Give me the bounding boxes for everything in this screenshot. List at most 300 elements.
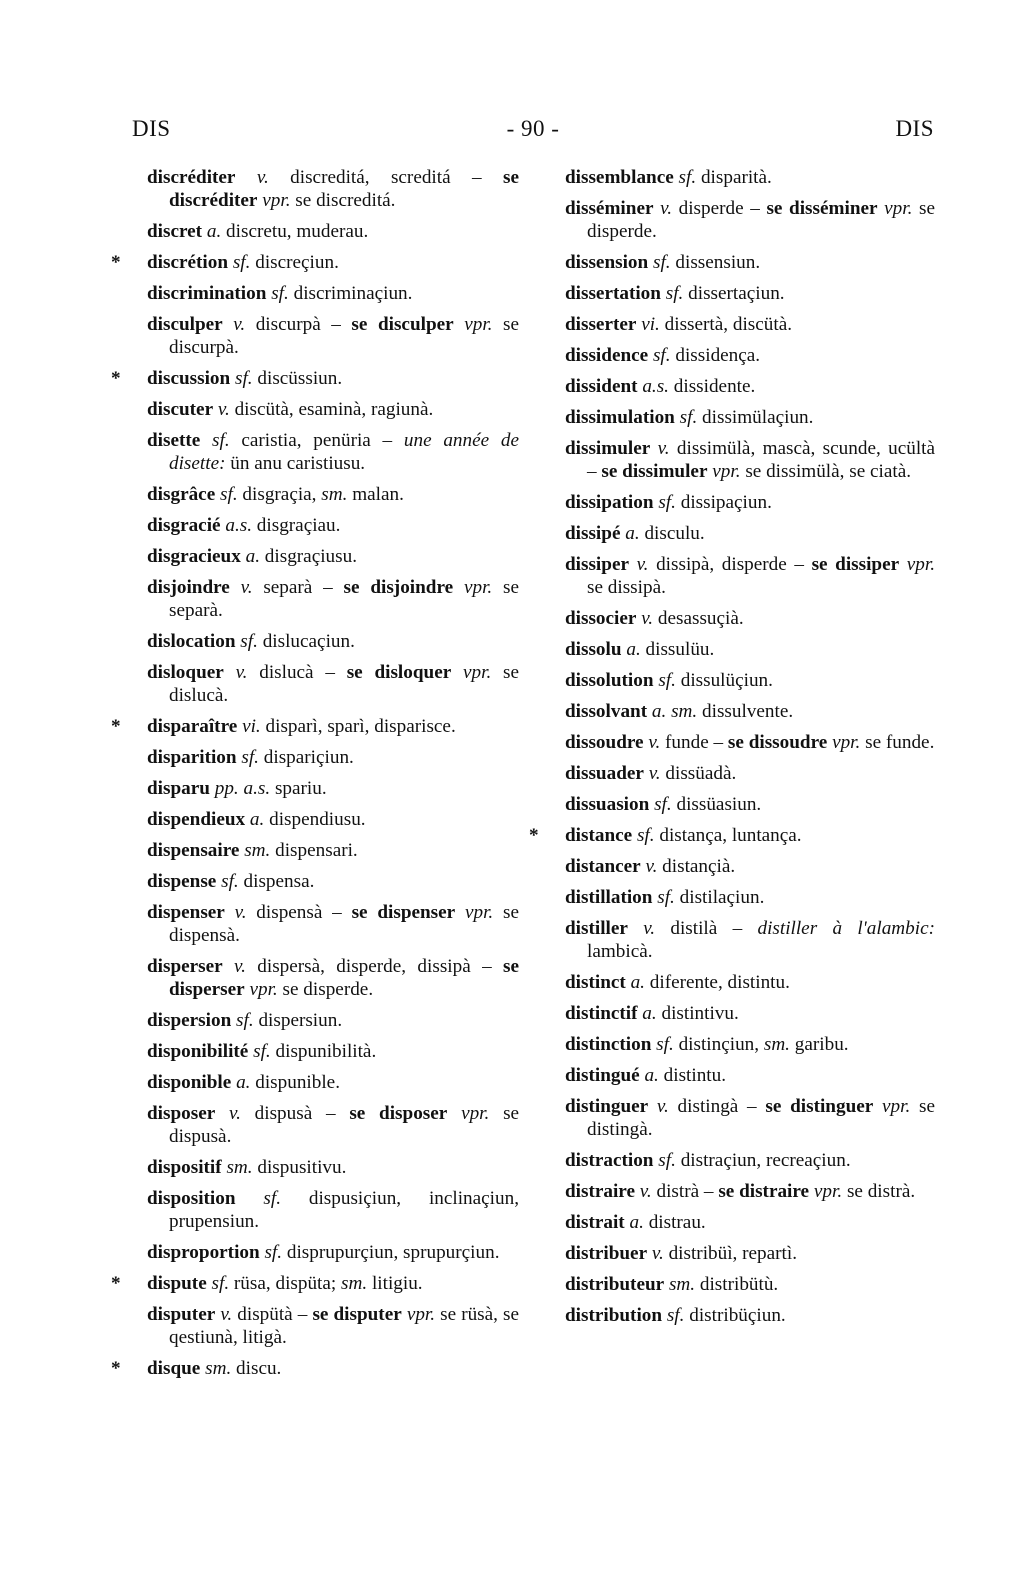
headword: disponible	[147, 1072, 232, 1093]
dictionary-entry	[565, 1033, 935, 1056]
definition-text: disgraçiau.	[252, 515, 341, 536]
grammar-label: a.	[249, 809, 265, 830]
headword: se distinguer	[765, 1096, 874, 1117]
grammar-label: sf.	[264, 1242, 283, 1263]
definition-text: distilaçiun.	[674, 887, 765, 908]
grammar-label: sm.	[205, 1358, 232, 1379]
definition-text: dissensiun.	[670, 252, 761, 273]
asterisk-marker: *	[111, 716, 121, 737]
headword: dissolu	[565, 639, 622, 660]
definition-text: dissulvente.	[697, 701, 794, 722]
headword: dissimulation	[565, 407, 675, 428]
definition-text: desassuçià.	[653, 608, 744, 629]
headword: disloquer	[147, 662, 224, 683]
grammar-label: v.	[648, 732, 661, 753]
headword: distinguer	[565, 1096, 649, 1117]
definition-text: dispunibilità.	[270, 1041, 377, 1062]
headword: dispensaire	[147, 840, 240, 861]
grammar-label: sf.	[241, 747, 259, 768]
grammar-label: a.	[642, 1003, 657, 1024]
header-right-guideword: DIS	[895, 116, 934, 141]
grammar-label: v.	[641, 608, 654, 629]
definition-text: rüsa, dispüta;	[229, 1273, 342, 1294]
grammar-label: v.	[217, 399, 230, 420]
grammar-label: sm.	[668, 1274, 696, 1295]
headword: se dissimuler	[601, 461, 708, 482]
definition-text	[628, 918, 643, 939]
headword: dispute	[147, 1273, 207, 1294]
definition-text	[899, 554, 907, 575]
grammar-label: sf.	[253, 1041, 271, 1062]
grammar-label: a.	[236, 1072, 251, 1093]
dictionary-entry	[147, 1040, 519, 1063]
headword: disperser	[147, 956, 223, 977]
grammar-label: pp. a.s.	[214, 778, 271, 799]
headword: disque	[147, 1358, 201, 1379]
grammar-label: a.	[644, 1065, 659, 1086]
definition-text	[455, 902, 465, 923]
headword: disgracieux	[147, 546, 241, 567]
dictionary-entry	[565, 855, 935, 878]
dictionary-entry	[565, 700, 935, 723]
grammar-label: sf.	[654, 794, 672, 815]
definition-text: distilà –	[655, 918, 758, 939]
headword: se discréditer	[169, 167, 519, 211]
definition-text: disgraçiusu.	[260, 546, 357, 567]
headword: dispersion	[147, 1010, 232, 1031]
definition-text	[447, 1103, 461, 1124]
definition-text: diferente, distintu.	[644, 972, 790, 993]
grammar-label: a.	[630, 972, 645, 993]
dictionary-entry	[565, 971, 935, 994]
definition-text: se dispusà.	[169, 1103, 520, 1147]
definition-text: discreditá, screditá –	[268, 167, 504, 188]
right-column	[529, 166, 936, 1335]
definition-text: dissüasiun.	[671, 794, 762, 815]
definition-text: dissertaçiun.	[683, 283, 785, 304]
grammar-label: vpr.	[464, 314, 493, 335]
dictionary-entry	[147, 746, 519, 769]
dictionary-entry	[147, 1303, 519, 1349]
dictionary-entry	[565, 1064, 935, 1087]
dictionary-entry	[565, 197, 935, 243]
definition-text: dispersiun.	[253, 1010, 343, 1031]
grammar-label: distiller à l'alambic:	[757, 918, 935, 939]
grammar-label: vpr.	[406, 1304, 436, 1325]
grammar-label: sf.	[263, 1188, 282, 1209]
dictionary-entry	[147, 1241, 519, 1264]
grammar-label: sf.	[271, 283, 289, 304]
headword: distraction	[565, 1150, 654, 1171]
dictionary-entry	[147, 429, 519, 475]
definition-text: dispensà –	[246, 902, 352, 923]
grammar-label: sf.	[679, 407, 698, 428]
dictionary-entry	[147, 901, 519, 947]
dictionary-entry	[147, 545, 519, 568]
dictionary-entry	[565, 669, 935, 692]
dictionary-entry	[147, 808, 519, 831]
dictionary-entry	[565, 406, 935, 429]
grammar-label: sm.	[244, 840, 271, 861]
dictionary-entry	[565, 1304, 935, 1327]
grammar-label: sf.	[236, 1010, 254, 1031]
headword: distribution	[565, 1305, 663, 1326]
grammar-label: vi.	[641, 314, 660, 335]
grammar-label: sf.	[658, 492, 676, 513]
grammar-label: vpr.	[832, 732, 861, 753]
definition-text: dispendiusu.	[264, 809, 366, 830]
dictionary-entry	[565, 344, 935, 367]
grammar-label: vpr.	[463, 662, 492, 683]
definition-text	[454, 314, 465, 335]
grammar-label: a. sm.	[651, 701, 698, 722]
dictionary-entry	[565, 1095, 935, 1141]
headword: distinction	[565, 1034, 652, 1055]
grammar-label: vpr.	[813, 1181, 843, 1202]
dictionary-entry	[147, 282, 519, 305]
grammar-label: vpr.	[906, 554, 935, 575]
asterisk-marker: *	[111, 1358, 121, 1379]
dictionary-entry	[565, 638, 935, 661]
definition-text: discu.	[231, 1358, 282, 1379]
dictionary-entry	[147, 483, 519, 506]
definition-text: distintivu.	[656, 1003, 739, 1024]
dictionary-entry	[147, 661, 519, 707]
definition-text: dispunible.	[250, 1072, 340, 1093]
definition-text: se dislucà.	[169, 662, 520, 706]
grammar-label: sm.	[226, 1157, 253, 1178]
definition-text	[215, 1103, 229, 1124]
definition-text: dislucà –	[247, 662, 347, 683]
grammar-label: vpr.	[461, 1103, 490, 1124]
dictionary-entry	[147, 398, 519, 421]
grammar-label: v.	[220, 1304, 233, 1325]
definition-text	[230, 577, 241, 598]
dictionary-entry	[565, 1211, 935, 1234]
headword: dissolution	[565, 670, 654, 691]
dictionary-entry	[565, 1242, 935, 1265]
headword: disculper	[147, 314, 223, 335]
dictionary-entry	[565, 793, 935, 816]
definition-text: malan.	[347, 484, 404, 505]
definition-text: dispusiçiun, inclinaçiun, prupensiun.	[169, 1188, 519, 1232]
headword: distraire	[565, 1181, 635, 1202]
definition-text: garibu.	[789, 1034, 849, 1055]
grammar-label: sf.	[666, 1305, 685, 1326]
grammar-label: sf.	[220, 484, 238, 505]
headword: disette	[147, 430, 201, 451]
definition-text: se distingà.	[587, 1096, 936, 1140]
definition-text	[648, 1096, 657, 1117]
definition-text	[235, 167, 256, 188]
definition-text: discreçiun.	[250, 252, 339, 273]
headword: se disséminer	[766, 198, 878, 219]
dictionary-entry	[565, 917, 935, 963]
grammar-label: vpr.	[882, 1096, 911, 1117]
grammar-label: vpr.	[262, 190, 291, 211]
definition-text: discriminaçiun.	[288, 283, 413, 304]
headword: distancer	[565, 856, 641, 877]
grammar-label: v.	[648, 763, 661, 784]
definition-text: disgraçia,	[237, 484, 322, 505]
definition-text	[629, 554, 637, 575]
definition-text: dissidente.	[668, 376, 756, 397]
grammar-label: sf.	[240, 631, 258, 652]
dictionary-entry	[565, 1180, 935, 1203]
definition-text: distraçiun, recreaçiun.	[675, 1150, 851, 1171]
dictionary-entry	[147, 576, 519, 622]
dictionary-entry	[565, 375, 935, 398]
headword: dislocation	[147, 631, 236, 652]
headword: distingué	[565, 1065, 640, 1086]
dictionary-entry	[565, 522, 935, 545]
grammar-label: sm.	[763, 1034, 790, 1055]
headword: dissertation	[565, 283, 661, 304]
grammar-label: v.	[256, 167, 269, 188]
dictionary-entry	[565, 166, 935, 189]
definition-text: funde –	[660, 732, 728, 753]
headword: disponibilité	[147, 1041, 249, 1062]
grammar-label: a.s.	[225, 515, 252, 536]
dictionary-entry	[147, 955, 519, 1001]
dictionary-entry	[111, 1357, 519, 1380]
asterisk-marker: *	[111, 1273, 121, 1294]
grammar-label: sf.	[678, 167, 697, 188]
grammar-label: v.	[234, 902, 247, 923]
definition-text: dispusà –	[240, 1103, 350, 1124]
dictionary-entry	[147, 777, 519, 800]
dictionary-entry	[565, 886, 935, 909]
definition-text: distinçiun,	[673, 1034, 764, 1055]
grammar-label: a.	[629, 1212, 644, 1233]
headword: discuter	[147, 399, 214, 420]
grammar-label: a.	[206, 221, 222, 242]
definition-text: discüssiun.	[252, 368, 343, 389]
definition-text: se disperde.	[277, 979, 374, 1000]
grammar-label: a.	[625, 523, 640, 544]
definition-text: dispütà –	[232, 1304, 313, 1325]
headword: se disperser	[169, 956, 519, 1000]
grammar-label: v.	[657, 438, 670, 459]
definition-text: se disperde.	[587, 198, 936, 242]
headword: dissipé	[565, 523, 621, 544]
definition-text: dislucaçiun.	[257, 631, 355, 652]
dictionary-entry	[565, 491, 935, 514]
headword: dissoudre	[565, 732, 644, 753]
definition-text: caristia, penüria –	[229, 430, 404, 451]
definition-text: distribüì, repartì.	[663, 1243, 797, 1264]
grammar-label: une année de disette:	[169, 430, 519, 474]
asterisk-marker: *	[111, 368, 121, 389]
headword: dispendieux	[147, 809, 246, 830]
definition-text: dissulüçiun.	[675, 670, 773, 691]
definition-text: se discurpà.	[169, 314, 520, 358]
grammar-label: v.	[229, 1103, 241, 1124]
grammar-label: v.	[643, 918, 656, 939]
headword: se dissoudre	[727, 732, 828, 753]
dictionary-entry	[147, 1156, 519, 1179]
headword: disposition	[147, 1188, 236, 1209]
dictionary-entry	[147, 630, 519, 653]
definition-text: separà –	[252, 577, 344, 598]
grammar-label: a.s.	[642, 376, 669, 397]
headword: distributeur	[565, 1274, 665, 1295]
dictionary-entry	[147, 220, 519, 243]
grammar-label: sf.	[232, 252, 251, 273]
grammar-label: vpr.	[249, 979, 278, 1000]
grammar-label: sf.	[652, 345, 671, 366]
headword: se disloquer	[346, 662, 452, 683]
dictionary-entry	[111, 715, 519, 738]
headword: discret	[147, 221, 203, 242]
dictionary-entry	[565, 251, 935, 274]
headword: discrimination	[147, 283, 267, 304]
grammar-label: sf.	[212, 430, 230, 451]
dictionary-entry	[147, 514, 519, 537]
headword: dissuader	[565, 763, 644, 784]
definition-text: dissipaçiun.	[675, 492, 772, 513]
headword: distiller	[565, 918, 628, 939]
grammar-label: a.	[626, 639, 641, 660]
definition-text: dispusitivu.	[252, 1157, 347, 1178]
grammar-label: sf.	[656, 1034, 674, 1055]
definition-text	[224, 662, 236, 683]
headword: se disculper	[351, 314, 454, 335]
definition-text: dissimülaçiun.	[697, 407, 814, 428]
headword: disparition	[147, 747, 237, 768]
definition-text: disperde –	[672, 198, 767, 219]
definition-text	[451, 662, 463, 683]
grammar-label: vpr.	[884, 198, 913, 219]
grammar-label: sf.	[658, 670, 676, 691]
dictionary-entry	[111, 367, 519, 390]
dictionary-entry	[147, 839, 519, 862]
definition-text: distrà –	[651, 1181, 719, 1202]
definition-text: dissertà, discütà.	[659, 314, 793, 335]
headword: se dissiper	[811, 554, 900, 575]
definition-text: se rüsà, se qestiunà, litigà.	[169, 1304, 520, 1348]
headword: se disposer	[349, 1103, 448, 1124]
definition-text: spariu.	[270, 778, 327, 799]
definition-text: distança, luntança.	[654, 825, 802, 846]
dictionary-entry	[565, 1149, 935, 1172]
definition-text: dissüadà.	[660, 763, 737, 784]
definition-text	[200, 430, 212, 451]
grammar-label: v.	[233, 314, 246, 335]
definition-text: discurpà –	[245, 314, 352, 335]
headword: distinct	[565, 972, 626, 993]
asterisk-marker: *	[529, 825, 539, 846]
headword: dissocier	[565, 608, 637, 629]
dictionary-entry	[111, 1272, 519, 1295]
asterisk-marker: *	[111, 252, 121, 273]
headword: disposer	[147, 1103, 216, 1124]
headword: distinctif	[565, 1003, 638, 1024]
definition-text: distribüçiun.	[684, 1305, 786, 1326]
dictionary-entry	[147, 1102, 519, 1148]
definition-text: disparità.	[696, 167, 772, 188]
headword: dissipation	[565, 492, 654, 513]
grammar-label: sf.	[221, 871, 239, 892]
grammar-label: sm.	[321, 484, 348, 505]
definition-text: se dissimülà, se ciatà.	[740, 461, 912, 482]
header-left-guideword: DIS	[132, 116, 171, 141]
definition-text: dispensari.	[270, 840, 358, 861]
left-column	[111, 166, 520, 1388]
dictionary-entry	[565, 1002, 935, 1025]
headword: se dispenser	[351, 902, 456, 923]
headword: dispense	[147, 871, 217, 892]
definition-text: litigiu.	[367, 1273, 423, 1294]
grammar-label: vi.	[242, 716, 261, 737]
dictionary-entry	[565, 607, 935, 630]
dictionary-entry	[111, 251, 519, 274]
grammar-label: sf.	[211, 1273, 230, 1294]
headword: disparaître	[147, 716, 238, 737]
grammar-label: sf.	[652, 252, 671, 273]
grammar-label: v.	[660, 198, 672, 219]
headword: se disputer	[312, 1304, 402, 1325]
headword: distillation	[565, 887, 653, 908]
headword: disgracié	[147, 515, 221, 536]
definition-text: se funde.	[860, 732, 935, 753]
headword: distance	[565, 825, 633, 846]
grammar-label: v.	[656, 1096, 669, 1117]
headword: dissuasion	[565, 794, 650, 815]
definition-text: se dissipà.	[587, 577, 666, 598]
dictionary-entry	[565, 762, 935, 785]
headword: dissolvant	[565, 701, 648, 722]
definition-text: se dispensà.	[169, 902, 520, 946]
grammar-label: v.	[235, 662, 248, 683]
grammar-label: sf.	[665, 283, 684, 304]
definition-text: dispersà, disperde, dissipà –	[245, 956, 504, 977]
headword: dispenser	[147, 902, 225, 923]
definition-text	[453, 577, 464, 598]
grammar-label: vpr.	[712, 461, 741, 482]
dictionary-entry	[147, 313, 519, 359]
definition-text: dissimülà, mascà, scunde, ucültà –	[587, 438, 935, 482]
definition-text: se discreditá.	[290, 190, 396, 211]
definition-text	[236, 1188, 264, 1209]
grammar-label: v.	[651, 1243, 664, 1264]
dictionary-entry	[565, 437, 935, 483]
definition-text: distintu.	[658, 1065, 727, 1086]
headword: dissimuler	[565, 438, 651, 459]
headword: discrétion	[147, 252, 229, 273]
definition-text: lambicà.	[587, 941, 653, 962]
definition-text: distançià.	[657, 856, 736, 877]
headword: disjoindre	[147, 577, 230, 598]
headword: disgrâce	[147, 484, 216, 505]
grammar-label: sf.	[636, 825, 655, 846]
dictionary-entry	[565, 731, 935, 754]
dictionary-entry	[565, 1273, 935, 1296]
headword: discussion	[147, 368, 231, 389]
definition-text	[225, 902, 235, 923]
definition-text: se separà.	[169, 577, 520, 621]
definition-text: dissidença.	[670, 345, 761, 366]
headword: se distraire	[718, 1181, 810, 1202]
definition-text: distrau.	[643, 1212, 706, 1233]
definition-text: dissipà, disperde –	[648, 554, 812, 575]
headword: dissemblance	[565, 167, 674, 188]
definition-text: dissulüu.	[640, 639, 715, 660]
grammar-label: sf.	[658, 1150, 676, 1171]
definition-text: distingà –	[668, 1096, 766, 1117]
definition-text: se distrà.	[842, 1181, 916, 1202]
grammar-label: sf.	[657, 887, 675, 908]
